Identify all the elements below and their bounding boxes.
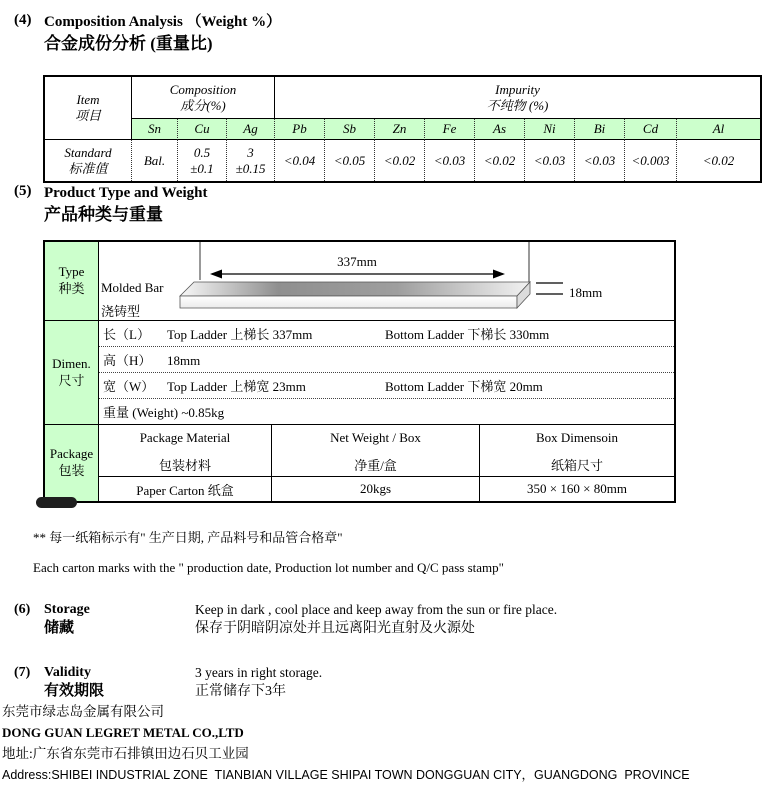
- dimension-header-cell: [45, 321, 99, 425]
- element-header-as: As: [475, 119, 525, 140]
- section5-heading: [14, 183, 208, 226]
- standard-value-row: [45, 140, 760, 181]
- package-header-en: Package: [49, 446, 94, 462]
- value-sn: Bal.: [132, 140, 178, 181]
- dimension-row-width: [99, 373, 674, 399]
- value-cd: <0.003: [625, 140, 677, 181]
- company-name-zh: 东莞市绿志岛金属有限公司: [2, 704, 164, 719]
- composition-header-cell: [132, 77, 275, 119]
- element-header-cu: Cu: [178, 119, 227, 140]
- type-header-en: Type: [58, 264, 85, 280]
- standard-label-zh: 标准值: [68, 160, 108, 176]
- note-zh: ** 每一纸箱标示有" 生产日期, 产品料号和品管合格章": [33, 530, 343, 545]
- element-header-ag: Ag: [227, 119, 275, 140]
- value-as: <0.02: [475, 140, 525, 181]
- scan-artifact-blob: [36, 497, 77, 508]
- dimension-row-height: [99, 347, 674, 373]
- section5-title-zh: 产品种类与重量: [44, 205, 163, 224]
- element-header-al: Al: [677, 119, 760, 140]
- type-header-zh: 种类: [58, 281, 85, 296]
- dimension-header-zh: 尺寸: [58, 372, 85, 388]
- section5-title-en: Product Type and Weight: [44, 185, 208, 201]
- bar-front-face: [180, 296, 517, 308]
- composition-header-zh: 成分(%): [180, 97, 226, 113]
- dim-length-top: Top Ladder 上梯长 337mm: [167, 327, 313, 342]
- value-bi: <0.03: [575, 140, 625, 181]
- molded-bar-diagram: [99, 242, 632, 321]
- value-zn: <0.02: [375, 140, 425, 181]
- element-header-sb: Sb: [325, 119, 375, 140]
- section4-title-zh: 合金成份分析 (重量比): [44, 34, 213, 53]
- carton-marking-notes: [33, 527, 504, 576]
- company-address-en: Address:SHIBEI INDUSTRIAL ZONE TIANBIAN VILLAGE SHIPAI TOWN DONGGUAN CITY，GUANGDONG PROVINCE: [2, 768, 690, 782]
- element-header-cd: Cd: [625, 119, 677, 140]
- box-dimension-header: Box Dimensoin 纸箱尺寸: [480, 425, 674, 477]
- dimension-row-weight: [99, 399, 674, 425]
- dimension-header-en: Dimen.: [52, 355, 91, 371]
- company-footer: [2, 704, 690, 788]
- value-ag: 3 ±0.15: [227, 140, 275, 181]
- value-al: <0.02: [702, 152, 735, 168]
- standard-label-en: Standard: [64, 144, 112, 160]
- package-header-zh: 包装: [58, 463, 85, 478]
- composition-table: [43, 75, 762, 183]
- dim-weight-value: 重量 (Weight) ~0.85kg: [103, 405, 225, 420]
- company-name-en: DONG GUAN LEGRET METAL CO.,LTD: [2, 725, 244, 740]
- element-header-bi: Bi: [575, 119, 625, 140]
- type-content-cell: [99, 242, 674, 321]
- arrowhead-right: [493, 270, 505, 279]
- dimension-row-length: [99, 321, 674, 347]
- value-cu: 0.5 ±0.1: [178, 140, 227, 181]
- dim-width-top: Top Ladder 上梯宽 23mm: [167, 379, 306, 394]
- value-sb: <0.05: [325, 140, 375, 181]
- box-dimension-value: 350 × 160 × 80mm: [527, 481, 627, 496]
- length-dimension-label: 337mm: [337, 254, 377, 269]
- element-header-pb: Pb: [275, 119, 325, 140]
- package-material-header: Package Material 包装材料: [99, 425, 272, 477]
- net-weight-value: 20kgs: [272, 477, 480, 501]
- dim-length-label: 长（L）: [103, 327, 150, 342]
- package-material-value: Paper Carton 纸盒: [99, 477, 272, 501]
- item-header-en: Item: [76, 92, 100, 108]
- section4-heading: [14, 12, 281, 55]
- height-dimension-label: 18mm: [569, 285, 603, 300]
- element-header-row: [45, 119, 760, 140]
- storage-text-en: Keep in dark , cool place and keep away from the sun or fire place.: [195, 602, 558, 617]
- element-header-ni: Ni: [525, 119, 575, 140]
- product-table: [43, 240, 676, 503]
- element-header-sn: Sn: [132, 119, 178, 140]
- impurity-header-zh: 不纯物 (%): [486, 97, 549, 113]
- standard-label-cell: [45, 140, 132, 181]
- section6-storage: [14, 600, 557, 638]
- dim-height-label: 高（H）: [103, 353, 152, 368]
- arrowhead-left: [210, 270, 222, 279]
- section7-validity: [14, 663, 322, 701]
- dim-width-label: 宽（W）: [103, 379, 155, 394]
- dim-width-bottom: Bottom Ladder 下梯宽 20mm: [385, 379, 543, 394]
- impurity-header-en: Impurity: [495, 81, 540, 97]
- value-fe: <0.03: [425, 140, 475, 181]
- note-en: Each carton marks with the " production date, Production lot number and Q/C pass stamp": [33, 560, 504, 575]
- element-header-zn: Zn: [375, 119, 425, 140]
- element-header-fe: Fe: [425, 119, 475, 140]
- bar-top-face: [180, 282, 530, 296]
- validity-label-en: Validity: [44, 665, 91, 680]
- type-value-zh: 浇铸型: [101, 304, 141, 319]
- section5-number: (5): [14, 183, 32, 199]
- package-header-cell: [45, 425, 99, 501]
- value-ni: <0.03: [525, 140, 575, 181]
- validity-text-zh: 正常储存下3年: [195, 684, 286, 699]
- validity-text-en: 3 years in right storage.: [195, 665, 323, 680]
- net-weight-header: Net Weight / Box 净重/盒: [272, 425, 480, 477]
- impurity-header-cell: [275, 77, 760, 119]
- section4-title-en: Composition Analysis （Weight %）: [44, 14, 282, 30]
- storage-text-zh: 保存于阴暗阴凉处并且远离阳光直射及火源处: [195, 621, 475, 636]
- dim-height-value: 18mm: [167, 353, 201, 368]
- value-pb: <0.04: [275, 140, 325, 181]
- item-header-zh: 项目: [74, 108, 101, 123]
- type-header-cell: [45, 242, 99, 321]
- validity-label-zh: 有效期限: [44, 683, 105, 699]
- section7-number: (7): [14, 665, 31, 680]
- company-address-zh: 地址:广东省东莞市石排镇田边石贝工业园: [2, 746, 249, 761]
- storage-label-en: Storage: [44, 602, 90, 617]
- storage-label-zh: 储藏: [44, 620, 75, 636]
- section4-number: (4): [14, 12, 32, 28]
- composition-header-en: Composition: [169, 81, 237, 97]
- dim-length-bottom: Bottom Ladder 下梯长 330mm: [385, 327, 550, 342]
- item-header-cell: [45, 77, 132, 140]
- type-value-en: Molded Bar: [101, 280, 164, 295]
- section6-number: (6): [14, 602, 31, 617]
